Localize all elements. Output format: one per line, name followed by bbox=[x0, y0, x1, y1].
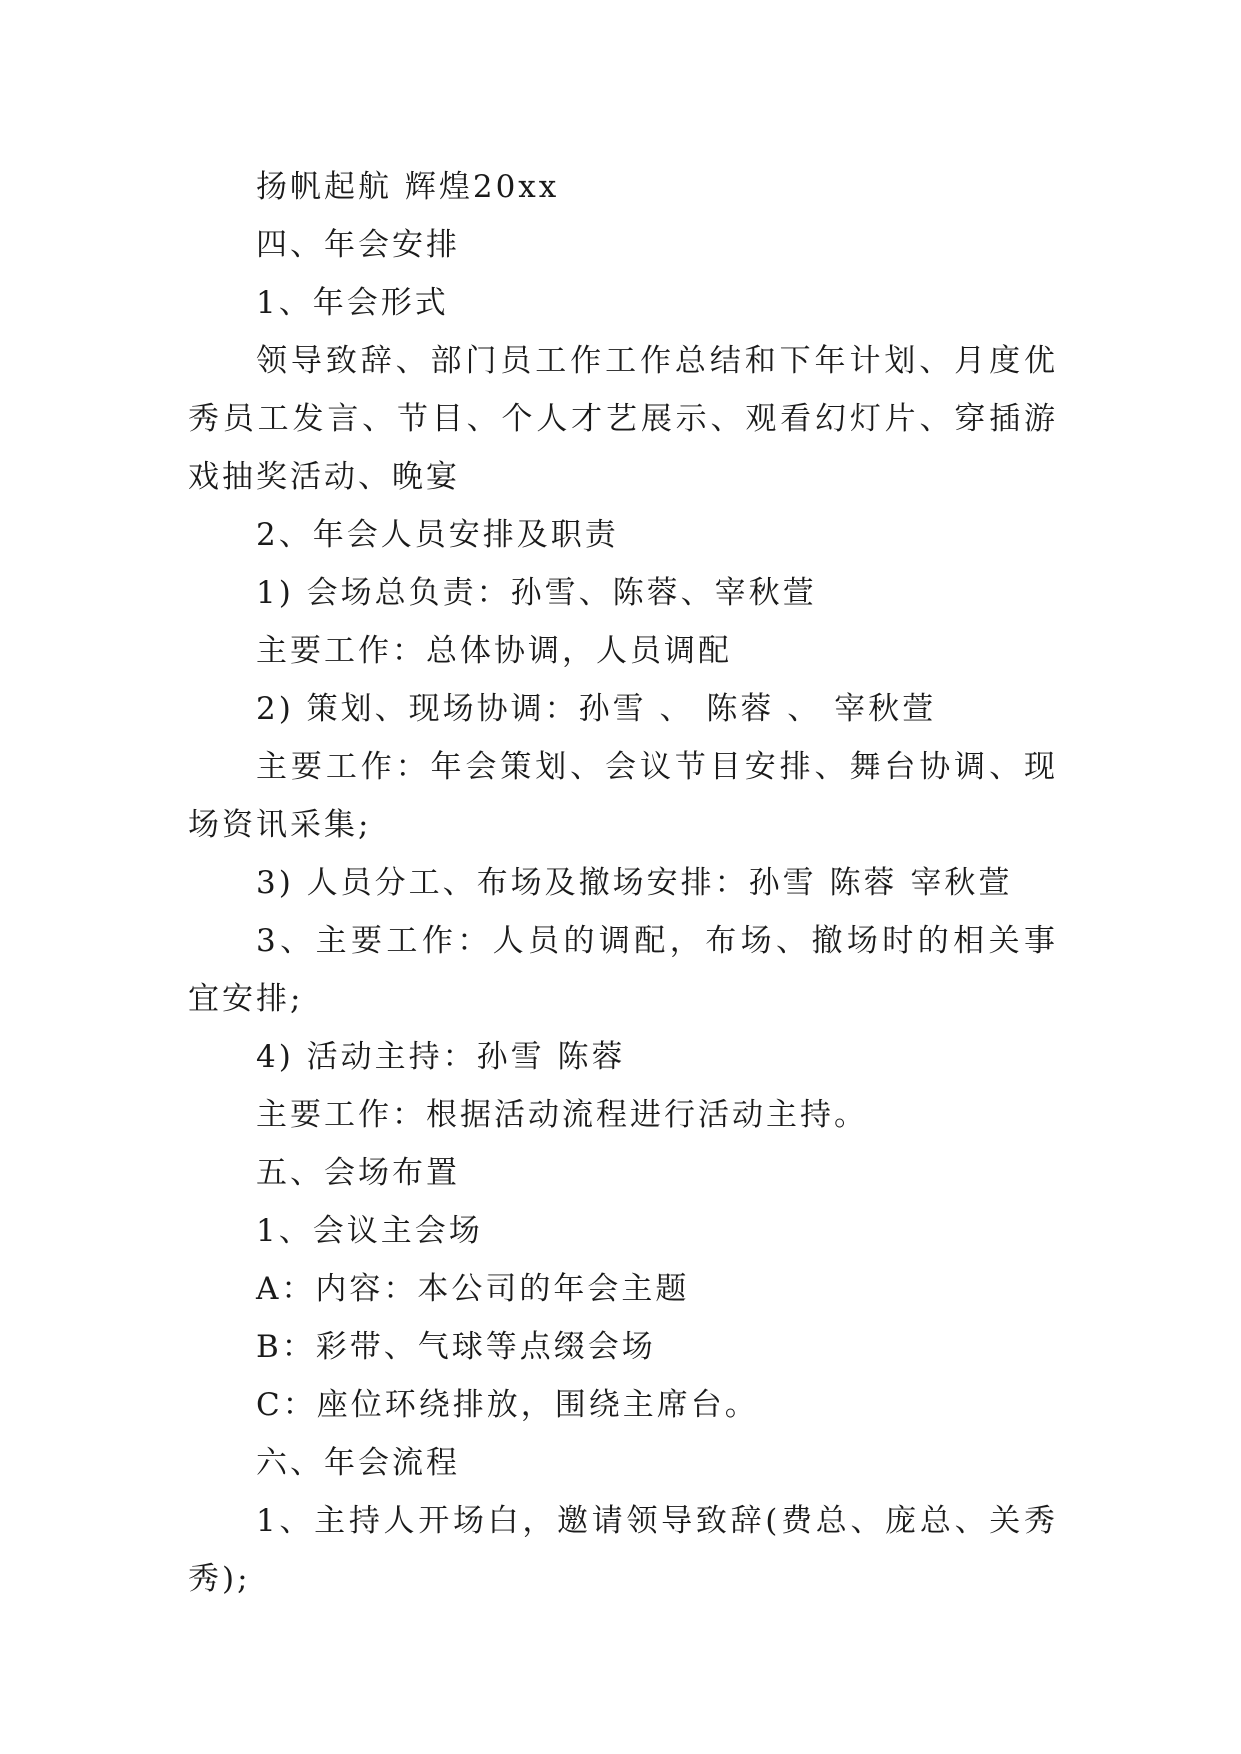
paragraph-theme: 扬帆起航 辉煌20xx bbox=[256, 169, 560, 205]
paragraph-host: 4) 活动主持：孙雪 陈蓉 bbox=[256, 1039, 626, 1075]
subheading-format: 1、年会形式 bbox=[256, 285, 449, 321]
paragraph-venue-lead-duty: 主要工作：总体协调，人员调配 bbox=[256, 633, 732, 669]
paragraph-planning: 2) 策划、现场协调：孙雪 、 陈蓉 、 宰秋萱 bbox=[256, 691, 937, 727]
list-item-a: A：内容：本公司的年会主题 bbox=[256, 1271, 690, 1307]
heading-section-5: 五、会场布置 bbox=[256, 1155, 460, 1191]
subheading-staff: 2、年会人员安排及职责 bbox=[256, 517, 619, 553]
list-item-c: C：座位环绕排放，围绕主席台。 bbox=[256, 1387, 759, 1423]
paragraph-setup-duty: 3、主要工作：人员的调配，布场、撤场时的相关事宜安排; bbox=[188, 923, 1058, 1017]
paragraph-host-duty: 主要工作：根据活动流程进行活动主持。 bbox=[256, 1097, 868, 1133]
list-item-b: B：彩带、气球等点缀会场 bbox=[256, 1329, 656, 1365]
heading-section-4: 四、年会安排 bbox=[256, 227, 460, 263]
document-body bbox=[188, 158, 1058, 1608]
paragraph-format-details: 领导致辞、部门员工作工作总结和下年计划、月度优秀员工发言、节目、个人才艺展示、观看幻灯片、穿插游戏抽奖活动、晚宴 bbox=[188, 343, 1058, 495]
paragraph-venue-lead: 1) 会场总负责：孙雪、陈蓉、宰秋萱 bbox=[256, 575, 817, 611]
heading-section-6: 六、年会流程 bbox=[256, 1445, 460, 1481]
paragraph-planning-duty: 主要工作：年会策划、会议节目安排、舞台协调、现场资讯采集; bbox=[188, 749, 1058, 843]
paragraph-flow-step-1: 1、主持人开场白，邀请领导致辞(费总、庞总、关秀秀); bbox=[188, 1503, 1058, 1597]
paragraph-setup: 3) 人员分工、布场及撤场安排：孙雪 陈蓉 宰秋萱 bbox=[256, 865, 1013, 901]
subheading-main-venue: 1、会议主会场 bbox=[256, 1213, 483, 1249]
